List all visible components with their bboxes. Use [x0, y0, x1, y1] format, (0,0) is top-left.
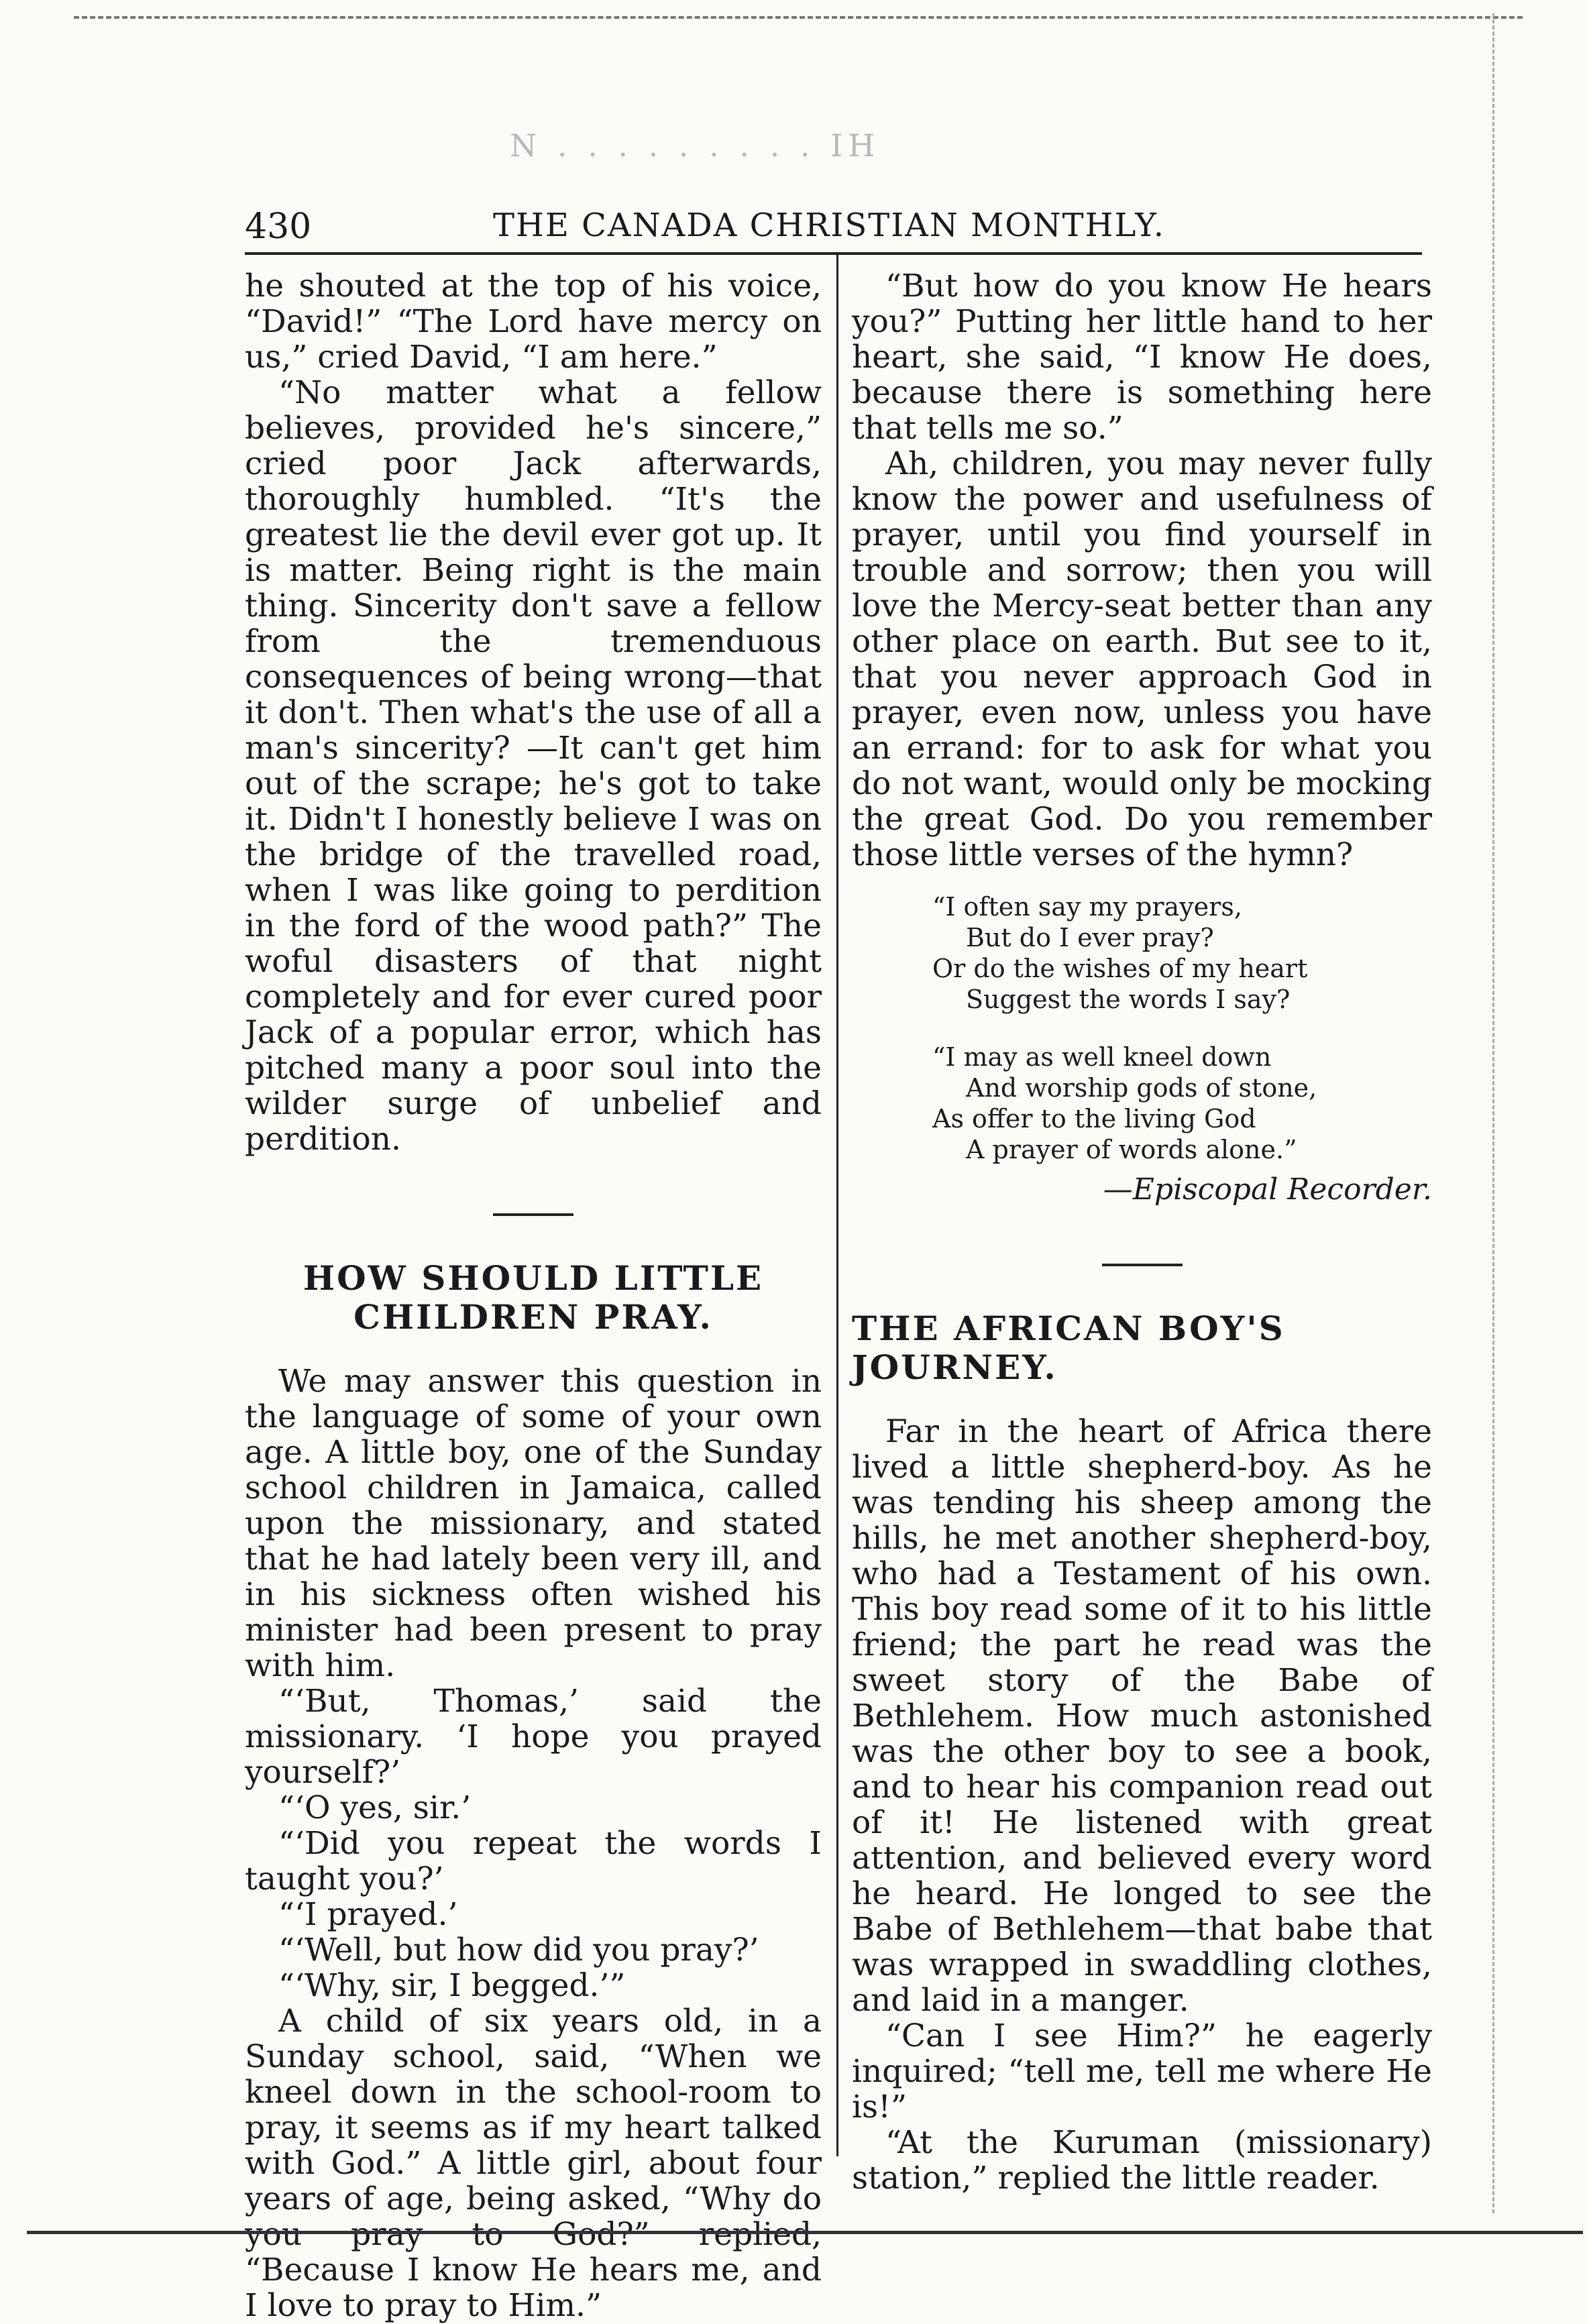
article-paragraph: Far in the heart of Africa there lived a little shepherd-boy. As he was tending his sheep among the hills, he met another shepherd-boy, who had a Testament of his own. This boy read some of it to his little friend; the part he read was the sweet story of the Babe of Bethlehem. How much astonished was the other boy to see a book, and to hear his companion read out of it! He listened with great attention, and believed every word he heard. He longed to see the Babe of Bethlehem—that babe that was wrapped in swaddling clothes, and laid in a manger. [852, 1413, 1432, 2019]
article-title: HOW SHOULD LITTLE CHILDREN PRAY. [303, 1258, 764, 1337]
bottom-edge-rule [27, 2231, 1583, 2234]
column-divider [836, 255, 838, 2156]
top-edge-rule [74, 16, 1523, 19]
poem-line: A prayer of words alone.” [966, 1135, 1297, 1164]
dialogue-line: “‘Why, sir, I begged.’” [278, 1967, 626, 2004]
poem-line: As offer to the living God [932, 1104, 1256, 1133]
article-paragraph: A child of six years old, in a Sunday school, said, “When we kneel down in the school-room to pray, it seems as if my heart talked with God.” A little girl, about four years of age, being asked, “Why do you pray to God?” replied, “Because I know He hears me, and I love to pray to Him.” [245, 2003, 822, 2324]
dialogue-line: “‘I prayed.’ [278, 1896, 458, 1933]
header-rule [245, 252, 1422, 255]
poem-line: “I often say my prayers, [932, 892, 1242, 922]
poem-line: Or do the wishes of my heart [932, 954, 1308, 983]
page-header [245, 200, 1432, 254]
dialogue-line: “‘O yes, sir.’ [278, 1789, 472, 1826]
article-paragraph: “But how do you know He hears you?” Putting her little hand to her heart, she said, “I know He does, because there is something here that tells me so.” [852, 268, 1432, 447]
page-edge-line [1492, 13, 1494, 2213]
dialogue-line: “‘Well, but how did you pray?’ [278, 1932, 759, 1969]
article-paragraph: “Can I see Him?” he eagerly inquired; “tell me, tell me where He is!” [852, 2017, 1432, 2125]
section-separator [1102, 1264, 1183, 1266]
story-continuation: he shouted at the top of his voice, “David!” “The Lord have mercy on us,” cried David, “I am here.” [245, 268, 822, 376]
poem-line: And worship gods of stone, [966, 1073, 1317, 1103]
dialogue-line: “‘Did you repeat the words I taught you?’ [245, 1825, 822, 1897]
poem-line: Suggest the words I say? [966, 985, 1291, 1014]
journal-title: THE CANADA CHRISTIAN MONTHLY. [493, 207, 1166, 244]
right-column [852, 268, 1432, 2196]
article-title: THE AFRICAN BOY'S JOURNEY. [852, 1309, 1285, 1387]
story-paragraph: “No matter what a fellow believes, provided he's sincere,” cried poor Jack afterwards, thoroughly humbled. “It's the greatest lie the devil ever got up. It is matter. Being right is the main thing. Sincerity don't save a fellow from the tremenduous consequences of being wrong—that it don't. Then what's the use of all a man's sincerity? —It can't get him out of the scrape; he's got to take it. Didn't I honestly believe I was on the bridge of the travelled road, when I was like going to perdition in the ford of the wood path?” The woful disasters of that night completely and for ever cured poor Jack of a popular error, which has pitched many a poor soul into the wilder surge of unbelief and perdition. [245, 374, 822, 1158]
poem-line: But do I ever pray? [966, 923, 1214, 952]
article-paragraph: “At the Kuruman (missionary) station,” replied the little reader. [852, 2124, 1432, 2197]
left-column [245, 268, 822, 2323]
poem-line: “I may as well kneel down [932, 1042, 1272, 1072]
page-number: 430 [245, 207, 312, 247]
article-paragraph: We may answer this question in the language of some of your own age. A little boy, one of the Sunday school children in Jamaica, called upon the missionary, and stated that he had lately been very ill, and in his sickness often wished his minister had been present to pray with him. [245, 1363, 822, 1684]
attribution: —Episcopal Recorder. [1103, 1172, 1432, 1207]
article-paragraph: Ah, children, you may never fully know the power and usefulness of prayer, until you find yourself in trouble and sorrow; then you will love the Mercy-seat better than any other place on earth. But see to it, that you never approach God in prayer, even now, unless you have an errand: for to ask for what you do not want, would only be mocking the great God. Do you remember those little verses of the hymn? [852, 445, 1432, 873]
dialogue-line: “‘But, Thomas,’ said the missionary. ‘I hope you prayed yourself?’ [245, 1683, 822, 1791]
hymn-verses [932, 891, 1432, 1165]
section-separator [493, 1213, 573, 1216]
faded-running-head: N . . . . . . . . . IH [510, 127, 881, 164]
